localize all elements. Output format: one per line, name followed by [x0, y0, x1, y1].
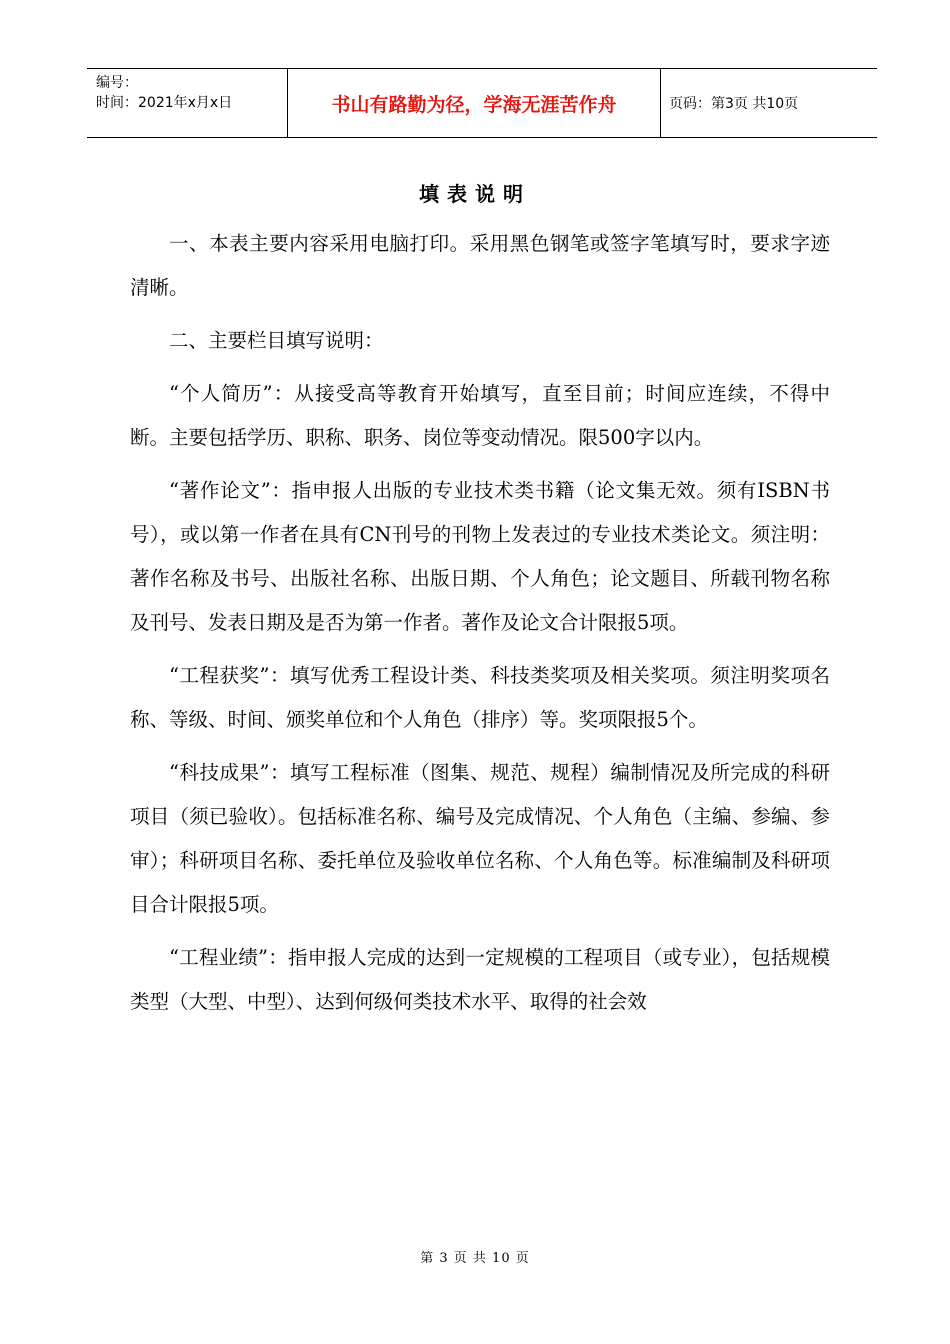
paragraph: “工程业绩”：指申报人完成的达到一定规模的工程项目（或专业），包括规模类型（大型、中型）、达到何级何类技术水平、取得的社会效	[130, 946, 830, 1013]
page-header	[87, 68, 877, 138]
paragraph: “个人简历”：从接受高等教育开始填写，直至目前；时间应连续，不得中断。主要包括学历、职称、职务、岗位等变动情况。限500字以内。	[130, 382, 830, 449]
time-label: 时间：2021年x月x日	[96, 95, 233, 111]
header-page-info: 页码：第3页 共10页	[669, 96, 799, 112]
header-motto: 书山有路勤为径，学海无涯苦作舟	[288, 69, 661, 137]
number-label: 编号：	[96, 75, 138, 91]
paragraph: 二、主要栏目填写说明：	[169, 329, 384, 352]
page-title: 填表说明	[419, 182, 531, 206]
document-body	[130, 222, 830, 1033]
page-footer: 第 3 页 共 10 页	[420, 1251, 530, 1266]
paragraph: 一、本表主要内容采用电脑打印。采用黑色钢笔或签字笔填写时，要求字迹清晰。	[130, 232, 830, 299]
paragraph: “工程获奖”：填写优秀工程设计类、科技类奖项及相关奖项。须注明奖项名称、等级、时间、颁奖单位和个人角色（排序）等。奖项限报5个。	[130, 664, 830, 731]
paragraph: “著作论文”：指申报人出版的专业技术类书籍（论文集无效。须有ISBN书号），或以第一作者在具有CN刊号的刊物上发表过的专业技术类论文。须注明：著作名称及书号、出版社名称、出版日期、个人角色；论文题目、所载刊物名称及刊号、发表日期及是否为第一作者。著作及论文合计限报5项。	[130, 479, 830, 634]
paragraph: “科技成果”：填写工程标准（图集、规范、规程）编制情况及所完成的科研项目（须已验收）。包括标准名称、编号及完成情况、个人角色（主编、参编、参审）；科研项目名称、委托单位及验收单位名称、个人角色等。标准编制及科研项目合计限报5项。	[130, 761, 830, 916]
header-meta	[87, 69, 288, 137]
